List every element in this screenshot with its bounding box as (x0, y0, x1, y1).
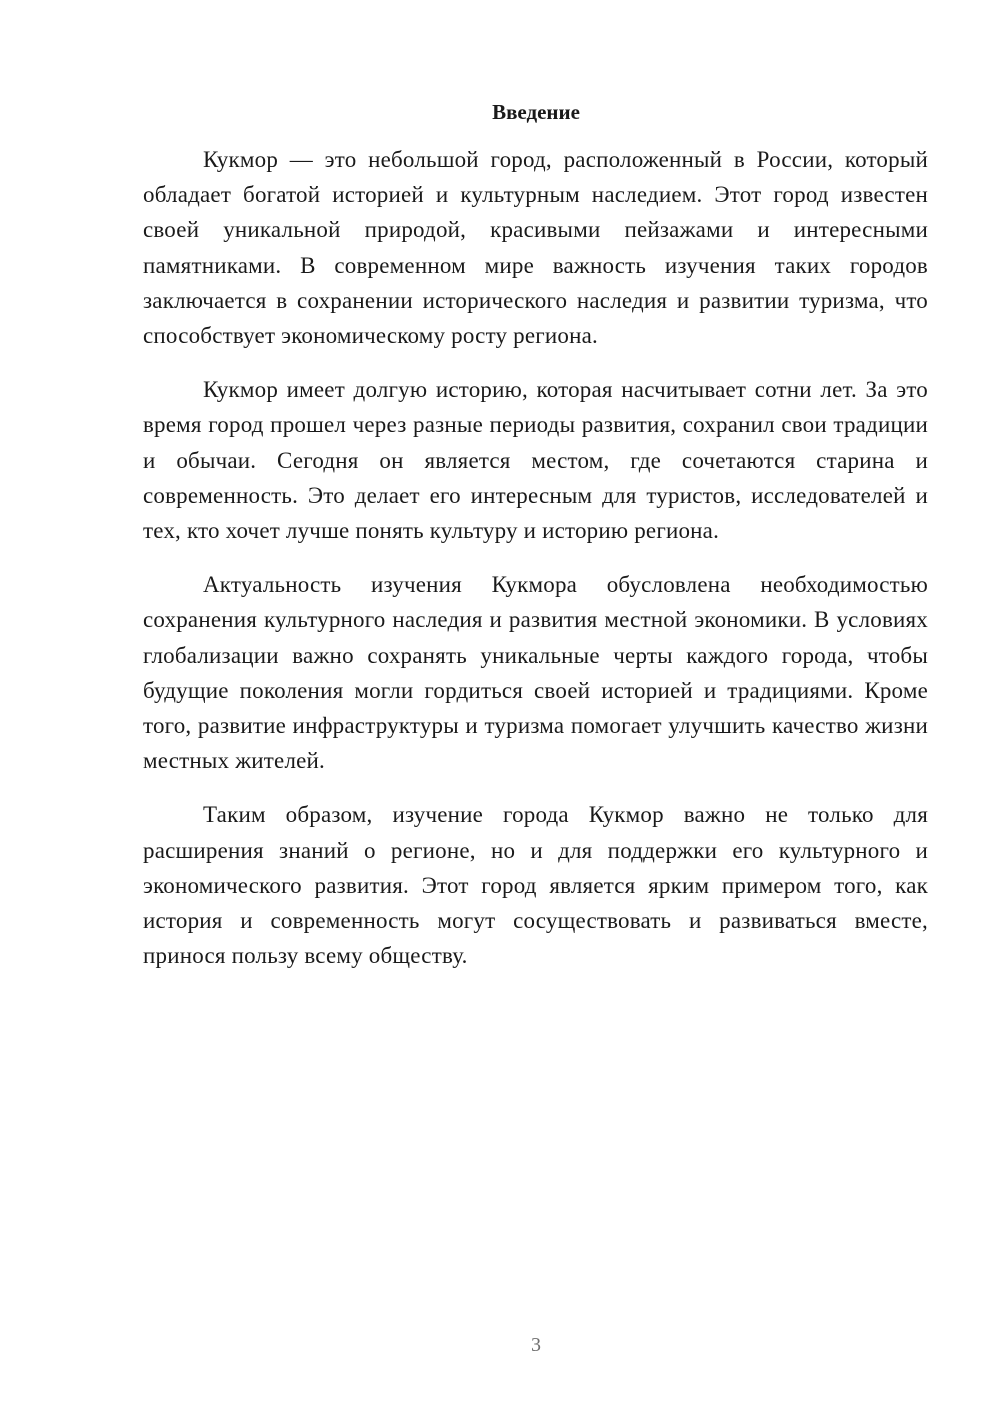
paragraph-3: Актуальность изучения Кукмора обусловлена необходимостью сохранения культурного наследия и развития местной экономики. В условиях глобализации важно сохранять уникальные черты каждого города, чтобы будущие поколения могли гордиться своей историей и традициями. Кроме того, развитие инфраструктуры и туризма помогает улучшить качество жизни местных жителей. (143, 572, 928, 774)
paragraph-1: Кукмор — это небольшой город, расположенный в России, который обладает богатой историей и культурным наследием. Этот город известен своей уникальной природой, красивыми пейзажами и интересными памятниками. В современном мире важность изучения таких городов заключается в сохранении исторического наследия и развитии туризма, что способствует экономическому росту региона. (143, 147, 928, 349)
page-number: 3 (531, 1334, 541, 1356)
section-title: Введение (492, 100, 580, 124)
paragraph-4: Таким образом, изучение города Кукмор важно не только для расширения знаний о регионе, но и для поддержки его культурного и экономического развития. Этот город является ярким примером того, как история и современность могут сосуществовать и развиваться вместе, принося пользу всему обществу. (143, 802, 928, 969)
paragraph-2: Кукмор имеет долгую историю, которая насчитывает сотни лет. За это время город прошел через разные периоды развития, сохранил свои традиции и обычаи. Сегодня он является местом, где сочетаются старина и современность. Это делает его интересным для туристов, исследователей и тех, кто хочет лучше понять культуру и историю региона. (143, 377, 928, 544)
body-text (143, 142, 928, 992)
